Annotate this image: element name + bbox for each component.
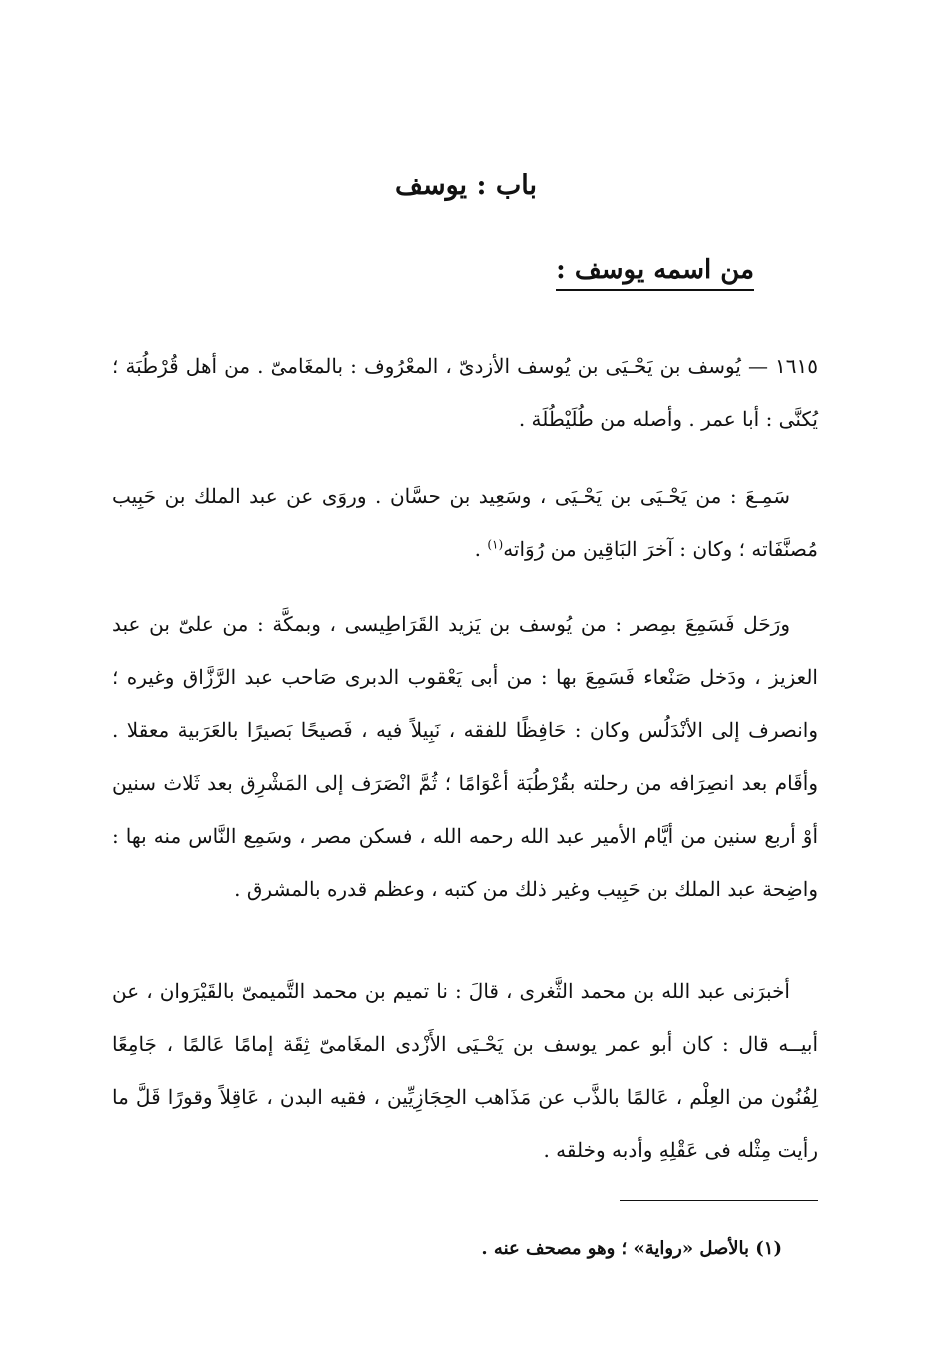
entry-paragraph-3 <box>112 598 818 916</box>
entry-paragraph-3-text: ورَحَل فَسَمِعَ بمِصر : من يُوسف بن يَزيد القَرَاطِيسى ، وبمكَّة : من علىّ بن عبد العزيز ، ودَخل صَنْعاء فَسَمِعَ بها : من أبى يَعْقوب الدبرى صَاحب عبد الرَّزَّاق وغيره ؛ وانصرف إلى الأنْدَلُس وكان : حَافِظًا للفقه ، نَبِيلاً فيه ، فَصيحًا بَصيرًا بالعَرَبية معقلا . وأقَام بعد انصِرَافه من رحلته بقُرْطُبَة أعْوَامًا ؛ ثُمَّ انْصَرَف إلى المَشْرِق بعد ثَلاث سنين أوْ أربع سنين من أيَّام الأمير عبد الله رحمه الله ، فسكن مصر ، وسَمِع النَّاس منه بها : واضِحة عبد الملك بن حَبِيب وغير ذلك من كتبه ، وعظم قدره بالمشرق . <box>112 612 818 901</box>
entry-paragraph-4-text: أخبرَنى عبد الله بن محمد الثَّغرى ، قالَ : نا تميم بن محمد التَّميمىّ بالقَيْرَوان ، عن أبيــه قال : كان أبو عمر يوسف بن يَحْـيَى الأَزْدى المغَامىّ ثِقَة إمامًا عَالمًا ، جَامِعًا لِفُنُون من العِلْم ، عَالمًا بالذَّب عن مَذَاهب الحِجَازِيِّين ، فقيه البدن ، عَاقِلاً وقورًا قَلَّ ما رأيت مِثْله فى عَقْلِهِ وأدبه وخلقه . <box>112 979 818 1162</box>
entry-paragraph-1 <box>112 340 818 446</box>
footnote-divider <box>620 1200 818 1201</box>
entry-paragraph-2 <box>112 470 818 576</box>
entry-paragraph-2-text <box>112 470 818 576</box>
paragraph-2-end-text: . <box>474 537 488 561</box>
entry-paragraph-1-text: ١٦١٥ — يُوسف بن يَحْـيَى بن يُوسف الأزدىّ ، المعْرُوف : بالمغَامىّ . من أهل قُرْطُبَة ؛ يُكنَّى : أبا عمر . وأصله من طُلَيْطُلَة . <box>112 354 818 431</box>
footnote: (١) بالأصل «رواية» ؛ وهو مصحف عنه . <box>481 1238 782 1259</box>
footnote-reference: (١) <box>487 537 504 552</box>
paragraph-2-main-text: سَمِـعَ : من يَحْـيَى بن يَحْـيَى ، وسَعِيد بن حسَّان . وروَى عن عبد الملك بن حَبِيب مُصنَّفَاته ؛ وكان : آخرَ البَاقِين من رُوَاته <box>112 484 818 561</box>
entry-paragraph-4 <box>112 965 818 1177</box>
chapter-title: باب : يوسف <box>395 170 537 201</box>
section-heading: من اسمه يوسف : <box>556 255 754 291</box>
